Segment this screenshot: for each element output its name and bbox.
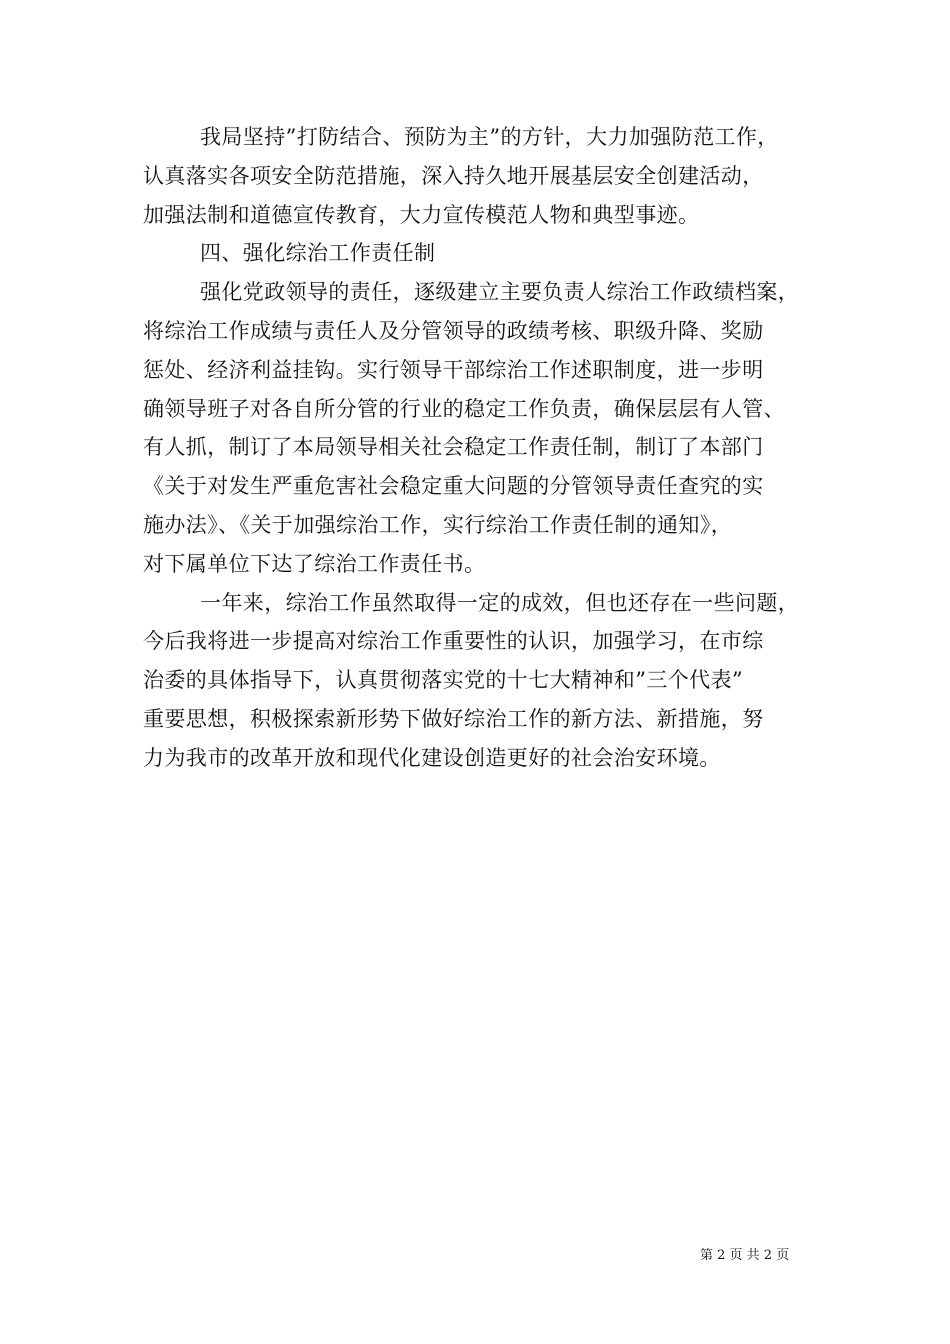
- text-line: 力为我市的改革开放和现代化建设创造更好的社会治安环境。: [143, 745, 721, 770]
- text-line: 确领导班子对各自所分管的行业的稳定工作负责，确保层层有人管、: [143, 396, 785, 421]
- paragraph-prevention: [143, 118, 823, 234]
- text-line: 一年来，综治工作虽然取得一定的成效，但也还存在一些问题，: [200, 590, 800, 615]
- text-line: 施办法》、《关于加强综治工作，实行综治工作责任制的通知》，: [143, 512, 733, 537]
- text-line: 将综治工作成绩与责任人及分管领导的政绩考核、职级升降、奖励: [143, 318, 764, 343]
- text-line: 认真落实各项安全防范措施，深入持久地开展基层安全创建活动，: [143, 163, 764, 188]
- text-line: 惩处、经济利益挂钩。实行领导干部综治工作述职制度，进一步明: [143, 357, 764, 382]
- text-line: 强化党政领导的责任，逐级建立主要负责人综治工作政绩档案，: [200, 280, 800, 305]
- paragraph-responsibility: [143, 273, 823, 583]
- page-number: 第 2 页 共 2 页: [700, 1248, 790, 1263]
- section-heading-text: 四、强化综治工作责任制: [200, 241, 436, 266]
- document-body: [143, 118, 823, 778]
- text-line: 治委的具体指导下，认真贯彻落实党的十七大精神和”三个代表”: [143, 668, 744, 693]
- text-line: 《关于对发生严重危害社会稳定重大问题的分管领导责任查究的实: [143, 474, 764, 499]
- text-line: 对下属单位下达了综治工作责任书。: [143, 551, 486, 576]
- text-line: 加强法制和道德宣传教育，大力宣传模范人物和典型事迹。: [143, 202, 700, 227]
- text-line: 重要思想，积极探索新形势下做好综治工作的新方法、新措施，努: [143, 706, 764, 731]
- text-line: 今后我将进一步提高对综治工作重要性的认识，加强学习，在市综: [143, 629, 764, 654]
- text-line: 我局坚持”打防结合、预防为主”的方针，大力加强防范工作，: [200, 125, 779, 149]
- text-line: 有人抓，制订了本局领导相关社会稳定工作责任制，制订了本部门: [143, 435, 764, 460]
- section-heading: [143, 234, 823, 273]
- paragraph-summary: [143, 584, 823, 778]
